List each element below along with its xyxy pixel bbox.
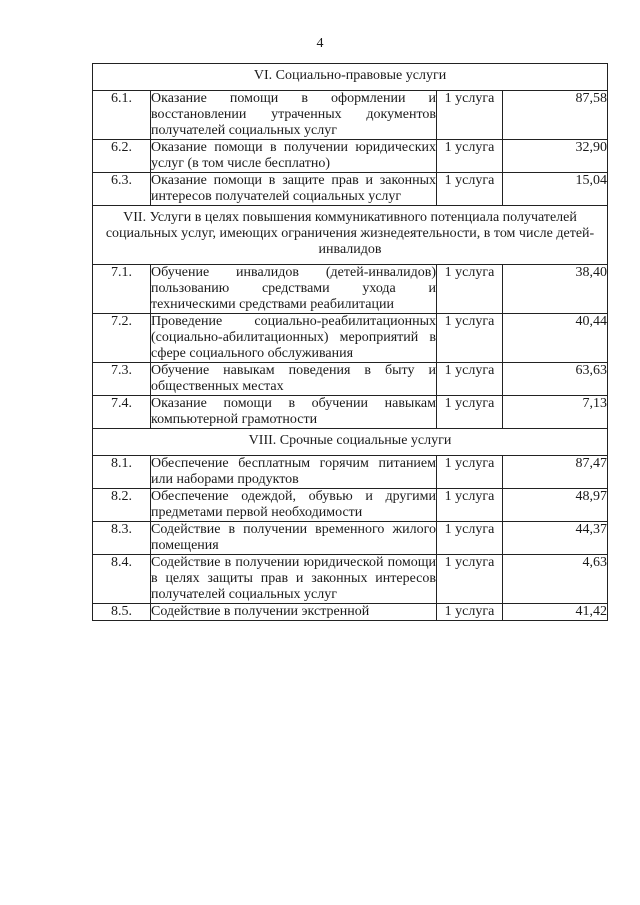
- service-description: Обучение навыкам поведения в быту и общественных местах: [151, 363, 436, 394]
- service-description: Оказание помощи в защите прав и законных интересов получателей социальных услуг: [151, 173, 436, 204]
- services-table-body: [93, 64, 608, 621]
- table-row: [93, 363, 608, 396]
- row-number: 7.4.: [93, 396, 151, 429]
- section-header-cell: [93, 64, 608, 91]
- table-row: [93, 456, 608, 489]
- service-price: 7,13: [503, 396, 608, 429]
- service-description: Содействие в получении юридической помощи в целях защиты прав и законных интересов получателей социальных услуг: [151, 555, 436, 602]
- section-title: VIII. Срочные социальные услуги: [248, 433, 452, 448]
- services-table: [92, 63, 608, 621]
- service-unit: 1 услуга: [437, 173, 503, 206]
- row-number: 6.1.: [93, 91, 151, 140]
- service-description: Обеспечение бесплатным горячим питанием или наборами продуктов: [151, 456, 436, 487]
- table-row: [93, 396, 608, 429]
- section-header-cell: [93, 206, 608, 265]
- row-number: 7.3.: [93, 363, 151, 396]
- service-price: 63,63: [503, 363, 608, 396]
- service-price: 15,04: [503, 173, 608, 206]
- table-row: [93, 140, 608, 173]
- row-number: 8.3.: [93, 522, 151, 555]
- row-number: 8.4.: [93, 555, 151, 604]
- service-price: 48,97: [503, 489, 608, 522]
- row-number: 6.3.: [93, 173, 151, 206]
- service-unit: 1 услуга: [437, 265, 503, 314]
- table-row: [93, 314, 608, 363]
- table-row: [93, 173, 608, 206]
- service-price: 32,90: [503, 140, 608, 173]
- service-unit: 1 услуга: [437, 456, 503, 489]
- service-price: 4,63: [503, 555, 608, 604]
- service-unit: 1 услуга: [437, 522, 503, 555]
- table-row: [93, 555, 608, 604]
- service-description: Обучение инвалидов (детей-инвалидов) пользованию средствами ухода и техническими средствами реабилитации: [151, 265, 436, 312]
- row-number: 6.2.: [93, 140, 151, 173]
- row-number: 8.2.: [93, 489, 151, 522]
- service-description: Оказание помощи в обучении навыкам компьютерной грамотности: [151, 396, 436, 427]
- service-description: Оказание помощи в оформлении и восстановлении утраченных документов получателей социальных услуг: [151, 91, 436, 138]
- section-header-row: [93, 64, 608, 91]
- row-number: 7.1.: [93, 265, 151, 314]
- table-row: [93, 522, 608, 555]
- page-number: 4: [316, 36, 324, 51]
- section-title: VI. Социально-правовые услуги: [253, 68, 447, 83]
- service-unit: 1 услуга: [437, 314, 503, 363]
- table-row: [93, 604, 608, 621]
- service-price: 41,42: [503, 604, 608, 621]
- service-unit: 1 услуга: [437, 363, 503, 396]
- section-header-row: [93, 206, 608, 265]
- table-row: [93, 489, 608, 522]
- service-unit: 1 услуга: [437, 91, 503, 140]
- service-unit: 1 услуга: [437, 489, 503, 522]
- table-row: [93, 91, 608, 140]
- service-unit: 1 услуга: [437, 555, 503, 604]
- service-unit: 1 услуга: [437, 140, 503, 173]
- service-price: 44,37: [503, 522, 608, 555]
- table-row: [93, 265, 608, 314]
- service-price: 87,58: [503, 91, 608, 140]
- service-description: Проведение социально-реабилитационных (социально-абилитационных) мероприятий в сфере социального обслуживания: [151, 314, 436, 361]
- section-title: VII. Услуги в целях повышения коммуникативного потенциала получателей социальных услуг, имеющих ограничения жизнедеятельности, в том числе детей-инвалидов: [105, 210, 595, 257]
- service-price: 38,40: [503, 265, 608, 314]
- row-number: 7.2.: [93, 314, 151, 363]
- section-header-row: [93, 429, 608, 456]
- section-header-cell: [93, 429, 608, 456]
- service-price: 87,47: [503, 456, 608, 489]
- service-unit: 1 услуга: [437, 396, 503, 429]
- service-unit: 1 услуга: [437, 604, 503, 621]
- service-price: 40,44: [503, 314, 608, 363]
- row-number: 8.5.: [93, 604, 151, 621]
- row-number: 8.1.: [93, 456, 151, 489]
- service-description: Обеспечение одеждой, обувью и другими предметами первой необходимости: [151, 489, 436, 520]
- service-description: Содействие в получении экстренной: [151, 604, 437, 621]
- service-description: Содействие в получении временного жилого помещения: [151, 522, 436, 553]
- service-description: Оказание помощи в получении юридических услуг (в том числе бесплатно): [151, 140, 436, 171]
